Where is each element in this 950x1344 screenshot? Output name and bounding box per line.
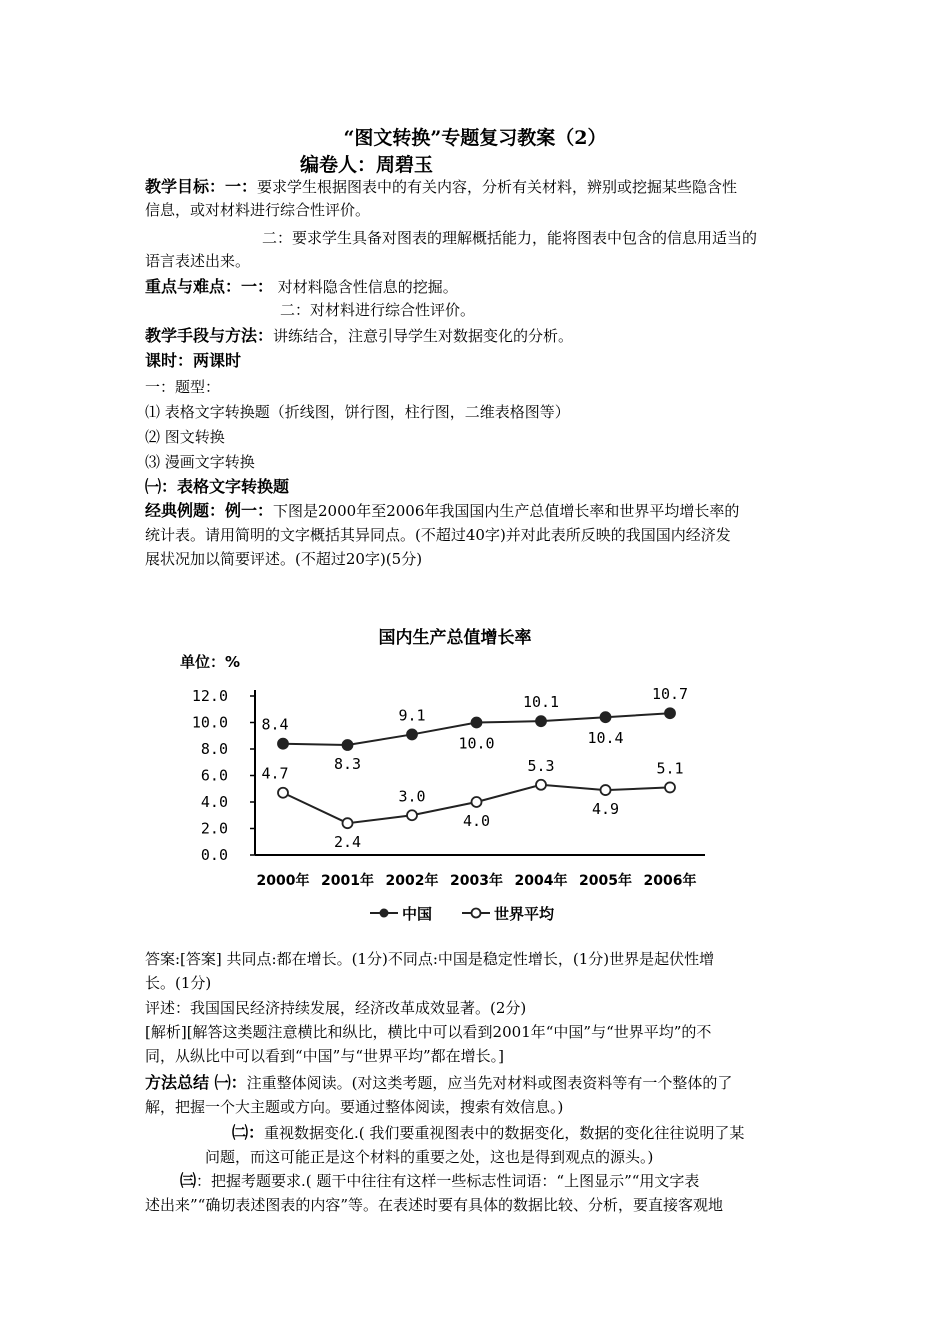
- summary-2b: 问题，而这可能正是这个材料的重要之处，这也是得到观点的源头。): [205, 1148, 654, 1166]
- chart-unit: 单位：%: [180, 653, 241, 671]
- goal-line-1: [145, 176, 737, 198]
- summary-3-label: ㈢: [180, 1171, 197, 1190]
- legend-world-label: 世界平均: [494, 905, 555, 923]
- y-tick-label: 0.0: [200, 846, 228, 864]
- review: 评述：我国国民经济持续发展，经济改革成效显著。(2分): [145, 999, 527, 1017]
- types-title: 一：题型：: [145, 378, 221, 396]
- key-1: 对材料隐含性信息的挖掘。: [273, 278, 458, 296]
- summary-1a: 注重整体阅读。(对这类考题，应当先对材料或图表资料等有一个整体的了: [246, 1074, 733, 1092]
- example-3: 展状况加以简要评述。(不超过20字)(5分): [145, 550, 423, 568]
- y-tick-label: 4.0: [200, 793, 228, 811]
- point-world: [343, 818, 353, 828]
- example-1: 下图是2000年至2006年我国国内生产总值增长率和世界平均增长率的: [273, 502, 740, 520]
- data-label: 3.0: [398, 787, 426, 806]
- x-tick-label: 2006年: [643, 873, 697, 889]
- goal-1a: 要求学生根据图表中的有关内容，分析有关材料，辨别或挖掘某些隐含性: [257, 178, 738, 196]
- data-label: 2.4: [333, 833, 362, 852]
- method-label: 教学手段与方法：: [145, 326, 274, 345]
- goal-label: 教学目标：一：: [145, 177, 258, 196]
- legend-china-label: 中国: [402, 905, 433, 923]
- key-2: 二：对材料进行综合性评价。: [280, 301, 476, 319]
- analysis-2: 同，从纵比中可以看到“中国”与“世界平均”都在增长。]: [145, 1047, 505, 1065]
- chart-series: [261, 685, 688, 851]
- data-label: 9.1: [398, 706, 426, 725]
- point-china: [407, 729, 417, 739]
- point-world: [407, 810, 417, 820]
- hours: 课时：两课时: [145, 351, 242, 370]
- y-tick-label: 6.0: [200, 766, 228, 785]
- goal-1b: 信息，或对材料进行综合性评价。: [145, 201, 371, 219]
- y-tick-label: 10.0: [191, 713, 228, 732]
- data-label: 5.1: [656, 759, 684, 778]
- point-china: [536, 716, 546, 726]
- summary-3a: ：把握考题要求.( 题干中往往有这样一些标志性词语：“上图显示”“用文字表: [196, 1172, 700, 1190]
- example-label: 经典例题：例一：: [145, 501, 274, 520]
- y-tick-label: 2.0: [200, 819, 228, 838]
- summary-1b: 解，把握一个大主题或方向。要通过整体阅读，搜索有效信息。): [145, 1098, 564, 1116]
- x-tick-label: 2000年: [256, 873, 310, 889]
- data-label: 8.3: [333, 755, 362, 774]
- doc-editor: 编卷人：周碧玉: [300, 154, 434, 176]
- summary-2a: 重视数据变化.( 我们要重视图表中的数据变化，数据的变化往往说明了某: [264, 1124, 745, 1142]
- chart-title: 国内生产总值增长率: [378, 628, 532, 648]
- analysis-1: [解析][解答这类题注意横比和纵比，横比中可以看到2001年“中国”与“世界平均”的不: [145, 1023, 712, 1041]
- data-label: 5.3: [527, 756, 555, 775]
- data-label: 10.4: [587, 729, 624, 748]
- x-tick-label: 2004年: [514, 873, 568, 889]
- doc-title: “图文转换”专题复习教案（2）: [343, 127, 607, 149]
- answer-2: 长。(1分): [145, 974, 212, 992]
- y-tick-label: 12.0: [191, 687, 228, 705]
- type-2: ⑵ 图文转换: [145, 428, 225, 446]
- answer-1: 答案:[答案] 共同点:都在增长。(1分)不同点:中国是稳定性增长，(1分)世界是起伏性增: [145, 950, 715, 968]
- point-world: [278, 788, 288, 798]
- chart-legend: [370, 905, 555, 923]
- point-china: [278, 739, 288, 749]
- point-china: [472, 718, 482, 728]
- point-world: [601, 785, 611, 795]
- point-china: [343, 740, 353, 750]
- point-world: [536, 780, 546, 790]
- data-label: 8.4: [261, 715, 289, 734]
- summary-label: 方法总结 ㈠：: [145, 1073, 247, 1092]
- x-tick-label: 2003年: [450, 873, 503, 889]
- data-label: 10.7: [651, 685, 689, 704]
- type-3: ⑶ 漫画文字转换: [145, 453, 255, 471]
- example-2: 统计表。请用简明的文字概括其异同点。(不超过40字)并对此表所反映的我国国内经济发: [145, 526, 731, 544]
- point-china: [601, 712, 611, 722]
- summary-line-2: [232, 1122, 744, 1144]
- x-tick-label: 2002年: [385, 873, 439, 889]
- x-axis-ticks: [257, 872, 697, 889]
- legend-china-marker: [380, 909, 389, 918]
- type-1: ⑴ 表格文字转换题（折线图，饼行图，柱行图，二维表格图等）: [145, 403, 570, 421]
- key-line-1: [145, 276, 458, 298]
- goal-2b: 语言表述出来。: [145, 252, 251, 270]
- summary-line-1: [145, 1072, 732, 1094]
- key-label: 重点与难点：一：: [145, 277, 274, 296]
- summary-line-3: [180, 1170, 699, 1192]
- point-world: [665, 782, 675, 792]
- gdp-growth-chart: [170, 615, 740, 925]
- example-line-1: [145, 500, 739, 522]
- x-tick-label: 2005年: [579, 873, 632, 889]
- data-label: 4.9: [591, 800, 620, 819]
- method-text: 讲练结合，注意引导学生对数据变化的分析。: [273, 327, 574, 345]
- y-tick-label: 8.0: [200, 740, 228, 758]
- method-line: [145, 325, 573, 347]
- point-china: [665, 708, 675, 718]
- goal-2a: 二：要求学生具备对图表的理解概括能力，能将图表中包含的信息用适当的: [262, 229, 758, 247]
- data-label: 4.7: [261, 764, 289, 783]
- data-label: 4.0: [462, 812, 491, 830]
- legend-world-marker: [472, 909, 481, 918]
- data-label: 10.1: [522, 693, 560, 712]
- data-label: 10.0: [458, 734, 495, 753]
- x-tick-label: 2001年: [321, 873, 374, 889]
- y-axis-ticks: [192, 687, 255, 864]
- summary-3b: 述出来”“确切表述图表的内容”等。在表述时要有具体的数据比较、分析，要直接客观地: [145, 1196, 724, 1214]
- point-world: [472, 797, 482, 807]
- summary-2-label: ㈡：: [232, 1123, 265, 1142]
- section-1: ㈠：表格文字转换题: [145, 477, 290, 496]
